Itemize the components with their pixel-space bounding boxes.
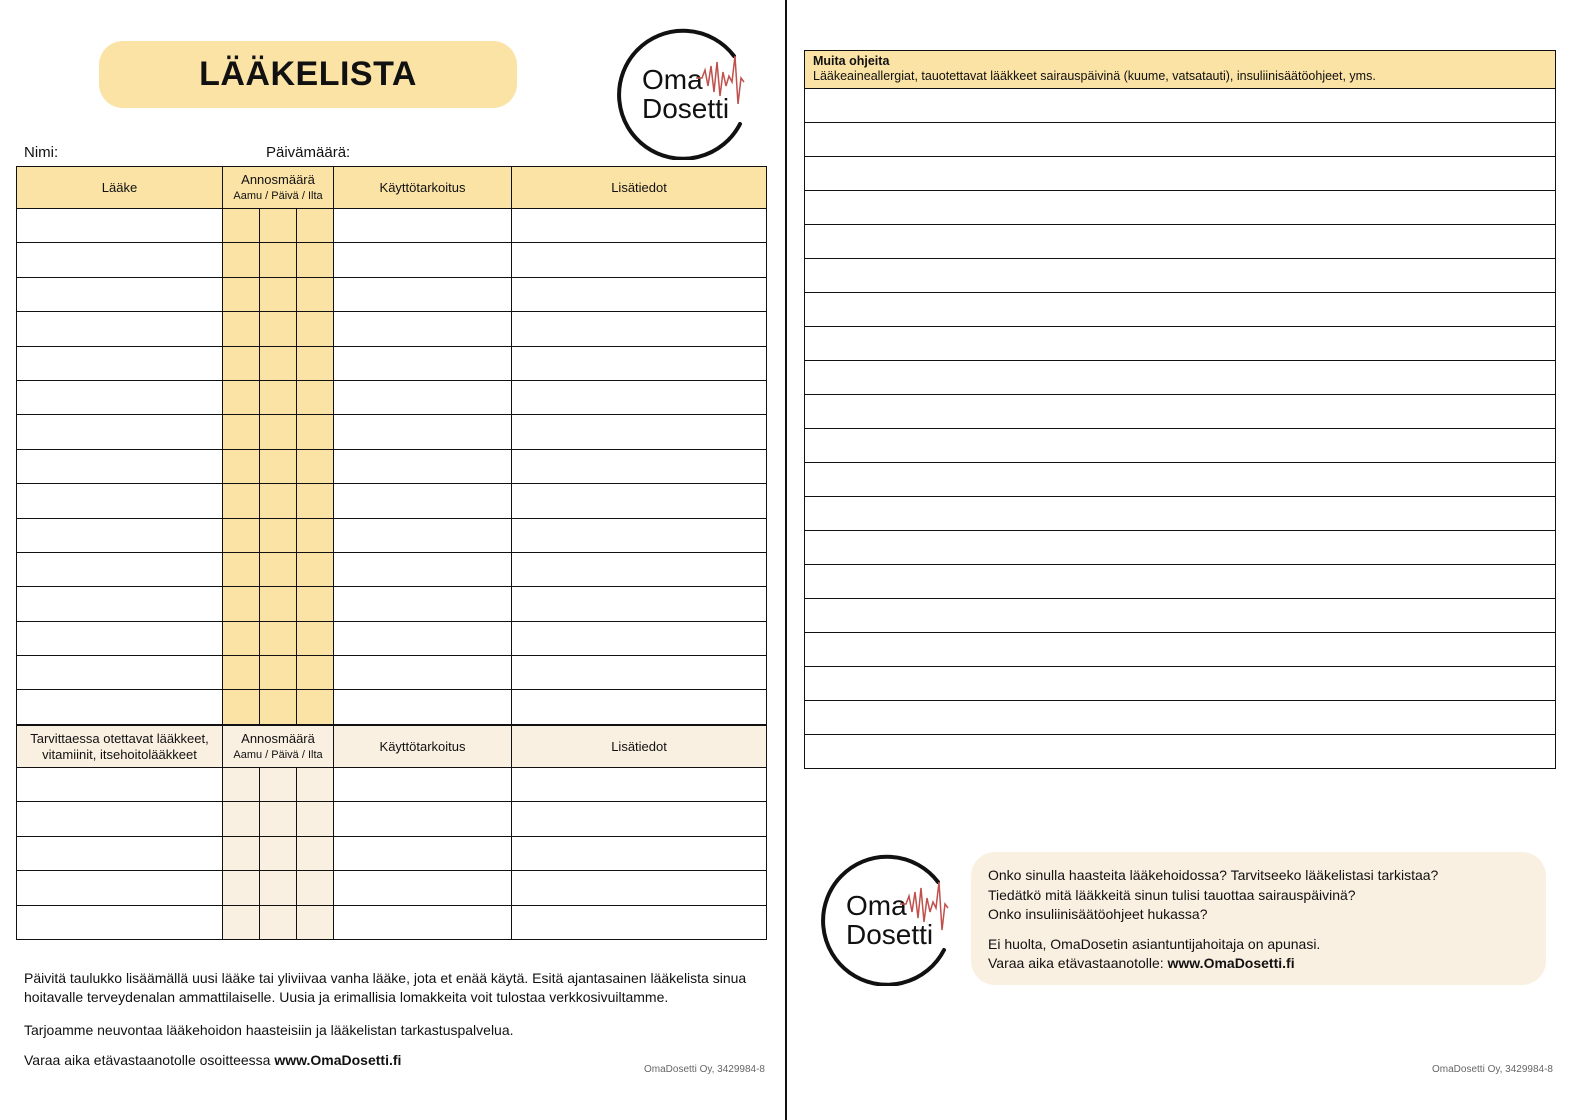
- dose-day-cell[interactable]: [260, 552, 297, 586]
- dose-evening-cell[interactable]: [297, 484, 334, 518]
- dose-morning-cell[interactable]: [223, 518, 260, 552]
- extra-cell[interactable]: [512, 209, 767, 243]
- medicine-cell[interactable]: [17, 587, 223, 621]
- extra-cell[interactable]: [512, 836, 767, 870]
- col-medicine: Lääke: [17, 167, 223, 209]
- table-row: [17, 312, 767, 346]
- writing-line[interactable]: [805, 667, 1555, 701]
- dose-day-cell[interactable]: [260, 312, 297, 346]
- writing-line[interactable]: [805, 735, 1555, 768]
- company-id-left: OmaDosetti Oy, 3429984-8: [644, 1064, 765, 1075]
- writing-line[interactable]: [805, 361, 1555, 395]
- dose-evening-cell[interactable]: [297, 518, 334, 552]
- purpose-cell[interactable]: [334, 802, 512, 836]
- extra-cell[interactable]: [512, 346, 767, 380]
- table-row: [17, 277, 767, 311]
- table-row: [17, 484, 767, 518]
- purpose-cell[interactable]: [334, 449, 512, 483]
- dose-day-cell[interactable]: [260, 484, 297, 518]
- table-row: [17, 449, 767, 483]
- dose-morning-cell[interactable]: [223, 836, 260, 870]
- medicine-cell[interactable]: [17, 209, 223, 243]
- writing-line[interactable]: [805, 123, 1555, 157]
- website-link[interactable]: www.OmaDosetti.fi: [274, 1052, 402, 1068]
- writing-line[interactable]: [805, 157, 1555, 191]
- purpose-cell[interactable]: [334, 518, 512, 552]
- dose-day-cell[interactable]: [260, 836, 297, 870]
- writing-line[interactable]: [805, 259, 1555, 293]
- dose-day-cell[interactable]: [260, 518, 297, 552]
- table-row: [17, 690, 767, 724]
- extra-cell[interactable]: [512, 380, 767, 414]
- table-row: [17, 587, 767, 621]
- purpose-cell[interactable]: [334, 552, 512, 586]
- dose-evening-cell[interactable]: [297, 905, 334, 939]
- col-prn-extra: Lisätiedot: [512, 726, 767, 768]
- info-box: [971, 852, 1546, 985]
- medicine-cell[interactable]: [17, 380, 223, 414]
- dose-morning-cell[interactable]: [223, 621, 260, 655]
- dose-evening-cell[interactable]: [297, 243, 334, 277]
- purpose-cell[interactable]: [334, 346, 512, 380]
- medicine-cell[interactable]: [17, 449, 223, 483]
- info-booking: [988, 954, 1546, 974]
- purpose-cell[interactable]: [334, 243, 512, 277]
- table-row: [17, 346, 767, 380]
- dose-morning-cell[interactable]: [223, 415, 260, 449]
- dose-morning-cell[interactable]: [223, 484, 260, 518]
- medicine-cell[interactable]: [17, 621, 223, 655]
- table-row: [17, 905, 767, 939]
- dose-evening-cell[interactable]: [297, 802, 334, 836]
- prn-medication-table: [16, 725, 767, 940]
- booking-prefix: Varaa aika etävastaanotolle osoitteessa: [24, 1052, 275, 1068]
- dose-day-cell[interactable]: [260, 768, 297, 802]
- writing-line[interactable]: [805, 293, 1555, 327]
- medicine-cell[interactable]: [17, 484, 223, 518]
- writing-line[interactable]: [805, 463, 1555, 497]
- other-instructions-header: [805, 51, 1555, 89]
- dose-evening-cell[interactable]: [297, 552, 334, 586]
- extra-cell[interactable]: [512, 905, 767, 939]
- dose-morning-cell[interactable]: [223, 802, 260, 836]
- dose-morning-cell[interactable]: [223, 380, 260, 414]
- medicine-cell[interactable]: [17, 871, 223, 905]
- omadosetti-logo-bottom: [820, 852, 954, 986]
- medicine-cell[interactable]: [17, 277, 223, 311]
- dose-evening-cell[interactable]: [297, 449, 334, 483]
- booking-paragraph: [24, 1051, 401, 1070]
- svg-text:Dosetti: Dosetti: [642, 93, 730, 124]
- medicine-cell[interactable]: [17, 656, 223, 690]
- col-prn-dose-sub: Aamu / Päivä / Ilta: [233, 748, 323, 761]
- dose-evening-cell[interactable]: [297, 380, 334, 414]
- col-prn-medicine: Tarvittaessa otettavat lääkkeet, vitamiinit, itsehoitolääkkeet: [17, 726, 223, 768]
- medicine-cell[interactable]: [17, 905, 223, 939]
- writing-line[interactable]: [805, 191, 1555, 225]
- dose-evening-cell[interactable]: [297, 768, 334, 802]
- extra-cell[interactable]: [512, 552, 767, 586]
- dose-morning-cell[interactable]: [223, 656, 260, 690]
- dose-day-cell[interactable]: [260, 905, 297, 939]
- purpose-cell[interactable]: [334, 905, 512, 939]
- other-instructions-title: Muita ohjeita: [813, 54, 890, 68]
- info-question-3: Onko insuliinisäätöohjeet hukassa?: [988, 906, 1208, 922]
- medicine-cell[interactable]: [17, 243, 223, 277]
- medicine-cell[interactable]: [17, 346, 223, 380]
- extra-cell[interactable]: [512, 243, 767, 277]
- other-instructions-subtitle: Lääkeaineallergiat, tauotettavat lääkkeet sairauspäivinä (kuume, vatsatauti), insuliinisäätöohjeet, yms.: [813, 69, 1376, 83]
- dose-evening-cell[interactable]: [297, 346, 334, 380]
- table-row: [17, 552, 767, 586]
- svg-text:Dosetti: Dosetti: [846, 919, 934, 950]
- table-row: [17, 836, 767, 870]
- svg-text:Oma: Oma: [846, 890, 907, 921]
- dose-morning-cell[interactable]: [223, 312, 260, 346]
- extra-cell[interactable]: [512, 449, 767, 483]
- purpose-cell[interactable]: [334, 415, 512, 449]
- dose-day-cell[interactable]: [260, 277, 297, 311]
- writing-line[interactable]: [805, 701, 1555, 735]
- dose-day-cell[interactable]: [260, 871, 297, 905]
- writing-line[interactable]: [805, 395, 1555, 429]
- dose-day-cell[interactable]: [260, 656, 297, 690]
- purpose-cell[interactable]: [334, 587, 512, 621]
- extra-cell[interactable]: [512, 277, 767, 311]
- dose-morning-cell[interactable]: [223, 209, 260, 243]
- extra-cell[interactable]: [512, 690, 767, 724]
- dose-evening-cell[interactable]: [297, 277, 334, 311]
- dose-day-cell[interactable]: [260, 415, 297, 449]
- dose-evening-cell[interactable]: [297, 312, 334, 346]
- dose-evening-cell[interactable]: [297, 621, 334, 655]
- extra-cell[interactable]: [512, 768, 767, 802]
- table-row: [17, 871, 767, 905]
- table-row: [17, 518, 767, 552]
- info-website-link[interactable]: www.OmaDosetti.fi: [1167, 955, 1295, 971]
- col-extra: Lisätiedot: [512, 167, 767, 209]
- medicine-cell[interactable]: [17, 836, 223, 870]
- dose-day-cell[interactable]: [260, 587, 297, 621]
- dose-evening-cell[interactable]: [297, 690, 334, 724]
- dose-morning-cell[interactable]: [223, 552, 260, 586]
- medicine-cell[interactable]: [17, 552, 223, 586]
- info-reassurance: Ei huolta, OmaDosetin asiantuntijahoitaja on apunasi.: [988, 935, 1321, 952]
- name-label: Nimi:: [24, 144, 59, 161]
- info-question-1: Onko sinulla haasteita lääkehoidossa? Tarvitseeko lääkelistasi tarkistaa?: [988, 867, 1439, 883]
- dose-evening-cell[interactable]: [297, 587, 334, 621]
- dose-day-cell[interactable]: [260, 690, 297, 724]
- writing-line[interactable]: [805, 225, 1555, 259]
- col-prn-dose: [223, 726, 334, 768]
- page-title: LÄÄKELISTA: [99, 41, 517, 108]
- dose-morning-cell[interactable]: [223, 768, 260, 802]
- dose-evening-cell[interactable]: [297, 836, 334, 870]
- service-paragraph: Tarjoamme neuvontaa lääkehoidon haasteisiin ja lääkelistan tarkastuspalvelua.: [24, 1022, 514, 1038]
- svg-text:Oma: Oma: [642, 64, 703, 95]
- company-id-right: OmaDosetti Oy, 3429984-8: [1432, 1064, 1553, 1075]
- medicine-cell[interactable]: [17, 690, 223, 724]
- extra-cell[interactable]: [512, 484, 767, 518]
- medication-table: [16, 166, 767, 725]
- writing-line[interactable]: [805, 633, 1555, 667]
- medicine-cell[interactable]: [17, 312, 223, 346]
- col-dose: [223, 167, 334, 209]
- table-row: [17, 656, 767, 690]
- dose-evening-cell[interactable]: [297, 871, 334, 905]
- other-instructions-box: [804, 50, 1556, 769]
- dose-morning-cell[interactable]: [223, 905, 260, 939]
- extra-cell[interactable]: [512, 587, 767, 621]
- dose-morning-cell[interactable]: [223, 587, 260, 621]
- writing-line[interactable]: [805, 497, 1555, 531]
- purpose-cell[interactable]: [334, 484, 512, 518]
- col-prn-purpose: Käyttötarkoitus: [334, 726, 512, 768]
- purpose-cell[interactable]: [334, 380, 512, 414]
- dose-day-cell[interactable]: [260, 346, 297, 380]
- purpose-cell[interactable]: [334, 312, 512, 346]
- extra-cell[interactable]: [512, 518, 767, 552]
- extra-cell[interactable]: [512, 312, 767, 346]
- table-row: [17, 209, 767, 243]
- purpose-cell[interactable]: [334, 690, 512, 724]
- col-purpose: Käyttötarkoitus: [334, 167, 512, 209]
- dose-morning-cell[interactable]: [223, 871, 260, 905]
- dose-day-cell[interactable]: [260, 449, 297, 483]
- table-row: [17, 621, 767, 655]
- extra-cell[interactable]: [512, 415, 767, 449]
- omadosetti-logo: [616, 26, 750, 160]
- table-row: [17, 415, 767, 449]
- extra-cell[interactable]: [512, 802, 767, 836]
- dose-morning-cell[interactable]: [223, 449, 260, 483]
- dose-day-cell[interactable]: [260, 802, 297, 836]
- writing-line[interactable]: [805, 89, 1555, 123]
- medicine-cell[interactable]: [17, 415, 223, 449]
- col-prn-dose-label: Annosmäärä: [241, 730, 315, 746]
- dose-morning-cell[interactable]: [223, 690, 260, 724]
- table-row: [17, 802, 767, 836]
- table-row: [17, 243, 767, 277]
- purpose-cell[interactable]: [334, 621, 512, 655]
- date-label: Päivämäärä:: [266, 144, 351, 161]
- dose-evening-cell[interactable]: [297, 415, 334, 449]
- page-divider: [785, 0, 787, 1120]
- extra-cell[interactable]: [512, 656, 767, 690]
- purpose-cell[interactable]: [334, 836, 512, 870]
- dose-morning-cell[interactable]: [223, 346, 260, 380]
- dose-evening-cell[interactable]: [297, 656, 334, 690]
- medicine-cell[interactable]: [17, 802, 223, 836]
- extra-cell[interactable]: [512, 621, 767, 655]
- medicine-cell[interactable]: [17, 518, 223, 552]
- purpose-cell[interactable]: [334, 768, 512, 802]
- dose-evening-cell[interactable]: [297, 209, 334, 243]
- extra-cell[interactable]: [512, 871, 767, 905]
- col-dose-sub: Aamu / Päivä / Ilta: [233, 189, 323, 202]
- dose-day-cell[interactable]: [260, 380, 297, 414]
- purpose-cell[interactable]: [334, 277, 512, 311]
- writing-line[interactable]: [805, 565, 1555, 599]
- dose-day-cell[interactable]: [260, 621, 297, 655]
- medicine-cell[interactable]: [17, 768, 223, 802]
- purpose-cell[interactable]: [334, 209, 512, 243]
- info-question-2: Tiedätkö mitä lääkkeitä sinun tulisi tauottaa sairauspäivinä?: [988, 886, 1356, 903]
- purpose-cell[interactable]: [334, 656, 512, 690]
- table-row: [17, 768, 767, 802]
- col-dose-label: Annosmäärä: [241, 171, 315, 187]
- instructions-paragraph: Päivitä taulukko lisäämällä uusi lääke tai yliviivaa vanha lääke, jota et enää käytä. Esitä ajantasainen lääkelista sinua hoitavalle terveydenalan ammattilaiselle. Uusia ja erimallisia lomakkeita voit tulostaa verkkosivuiltamme.: [24, 970, 747, 1005]
- table-row: [17, 380, 767, 414]
- dose-day-cell[interactable]: [260, 243, 297, 277]
- info-booking-prefix: Varaa aika etävastaanotolle:: [988, 955, 1168, 971]
- writing-line[interactable]: [805, 327, 1555, 361]
- purpose-cell[interactable]: [334, 871, 512, 905]
- dose-morning-cell[interactable]: [223, 277, 260, 311]
- dose-day-cell[interactable]: [260, 209, 297, 243]
- writing-line[interactable]: [805, 531, 1555, 565]
- writing-line[interactable]: [805, 599, 1555, 633]
- dose-morning-cell[interactable]: [223, 243, 260, 277]
- writing-line[interactable]: [805, 429, 1555, 463]
